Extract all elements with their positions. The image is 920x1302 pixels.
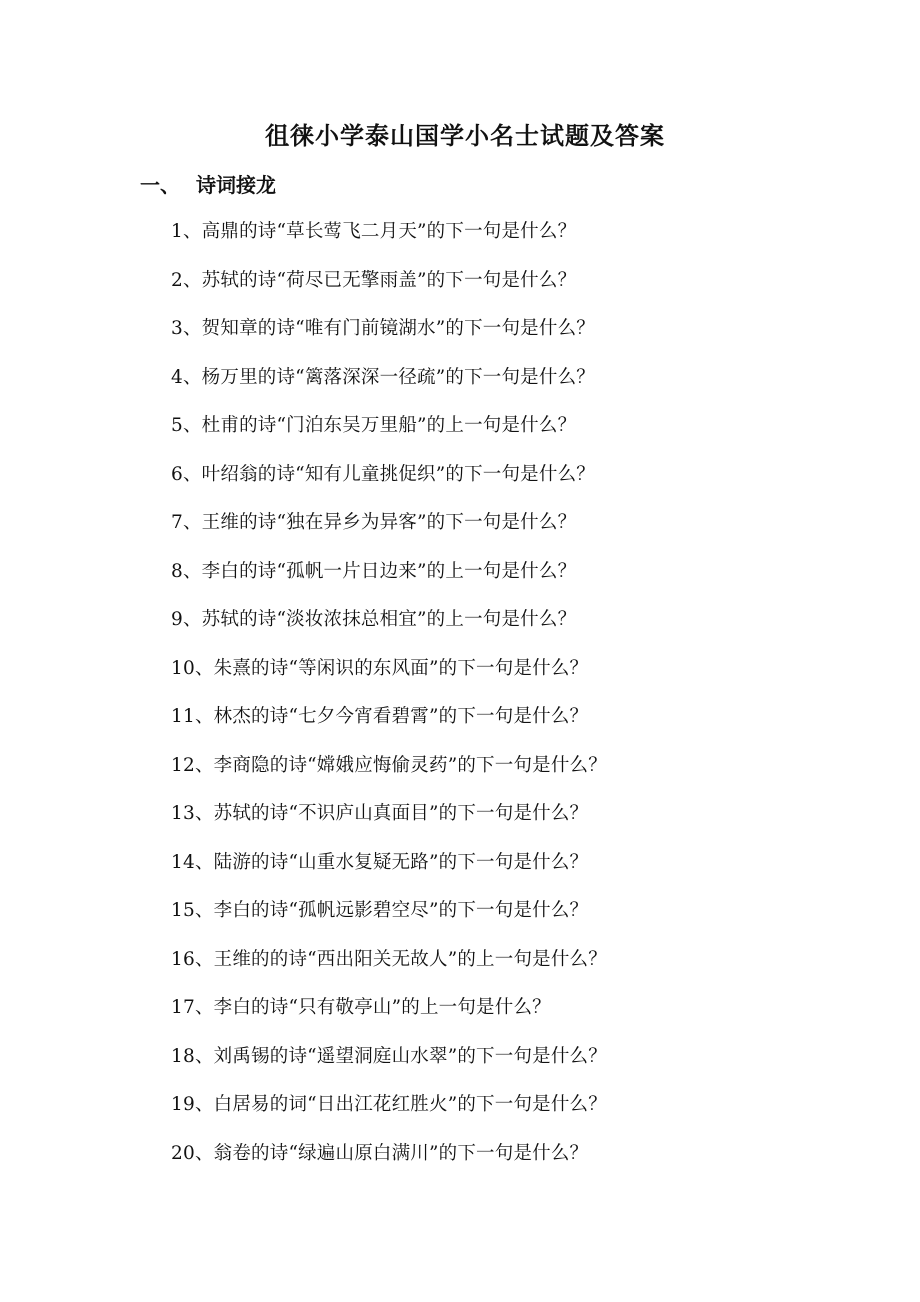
section-number: 一、 [140, 173, 180, 197]
question-item: 4、杨万里的诗“篱落深深一径疏”的下一句是什么？ [171, 366, 595, 388]
question-item: 1、高鼎的诗“草长莺飞二月天”的下一句是什么？ [171, 221, 577, 242]
question-item: 13、苏轼的诗“不识庐山真面目”的下一句是什么？ [171, 803, 589, 824]
question-item: 14、陆游的诗“山重水复疑无路”的下一句是什么？ [171, 851, 589, 873]
question-item: 15、李白的诗“孤帆远影碧空尽”的下一句是什么？ [171, 900, 589, 921]
question-item: 7、王维的诗“独在异乡为异客”的下一句是什么？ [171, 512, 577, 533]
question-item: 19、白居易的词“日出江花红胜火”的下一句是什么？ [171, 1094, 607, 1115]
section-heading [140, 167, 276, 203]
question-item: 5、杜甫的诗“门泊东吴万里船”的上一句是什么？ [171, 415, 577, 436]
document-title: 徂徕小学泰山国学小名士试题及答案 [265, 121, 665, 150]
question-item: 20、翁卷的诗“绿遍山原白满川”的下一句是什么？ [171, 1142, 589, 1164]
question-item: 3、贺知章的诗“唯有门前镜湖水”的下一句是什么？ [171, 318, 595, 339]
question-item: 2、苏轼的诗“荷尽已无擎雨盖”的下一句是什么？ [171, 269, 577, 291]
question-list [171, 212, 871, 1182]
question-item: 9、苏轼的诗“淡妆浓抹总相宜”的上一句是什么？ [171, 609, 577, 630]
question-item: 12、李商隐的诗“嫦娥应悔偷灵药”的下一句是什么？ [171, 754, 607, 776]
question-item: 6、叶绍翁的诗“知有儿童挑促织”的下一句是什么？ [171, 463, 595, 485]
section-label: 诗词接龙 [196, 173, 276, 197]
question-item: 11、林杰的诗“七夕今宵看碧霄”的下一句是什么？ [171, 706, 589, 727]
question-item: 10、朱熹的诗“等闲识的东风面”的下一句是什么？ [171, 657, 589, 679]
question-item: 8、李白的诗“孤帆一片日边来”的上一句是什么？ [171, 560, 577, 582]
question-item: 18、刘禹锡的诗“遥望洞庭山水翠”的下一句是什么？ [171, 1045, 607, 1067]
question-item: 16、王维的的诗“西出阳关无故人”的上一句是什么？ [171, 948, 607, 970]
question-item: 17、李白的诗“只有敬亭山”的上一句是什么？ [171, 997, 551, 1018]
